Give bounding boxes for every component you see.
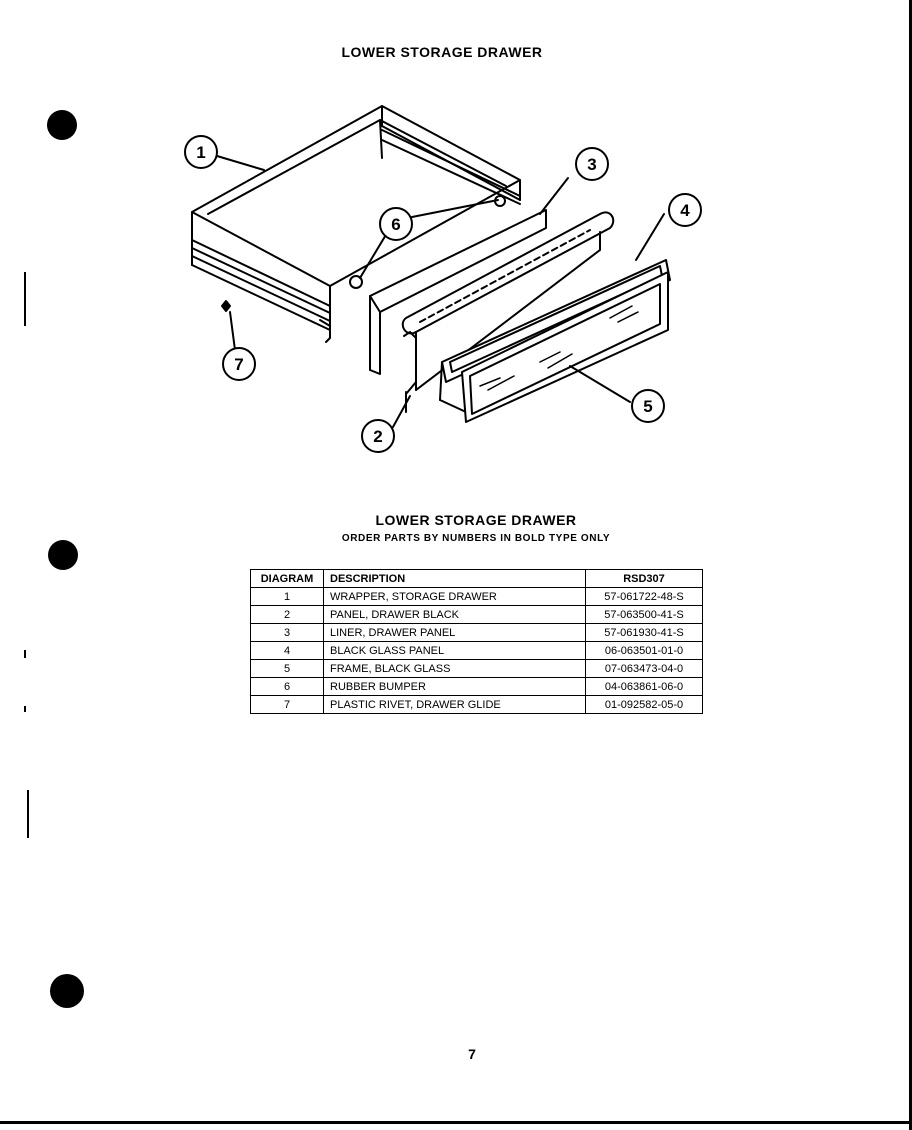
- callout-label: 7: [234, 355, 244, 374]
- table-row: [251, 606, 703, 624]
- cell-description: FRAME, BLACK GLASS: [324, 660, 586, 678]
- cell-description: BLACK GLASS PANEL: [324, 642, 586, 660]
- cell-part-number: 04-063861-06-0: [586, 678, 703, 696]
- callout-label: 1: [196, 143, 206, 162]
- drawer-panel-drawing: [404, 332, 416, 412]
- cell-part-number: 57-063500-41-S: [586, 606, 703, 624]
- exploded-diagram: [170, 100, 710, 470]
- callout-label: 4: [680, 201, 690, 220]
- scan-mark: [24, 650, 26, 658]
- scan-mark: [27, 790, 29, 838]
- binder-hole-middle: [48, 540, 78, 570]
- table-row: [251, 588, 703, 606]
- callout-label: 2: [373, 427, 383, 446]
- cell-diagram: 1: [251, 588, 324, 606]
- table-row: [251, 624, 703, 642]
- binder-hole-bottom: [50, 974, 84, 1008]
- callout-label: 5: [643, 397, 653, 416]
- cell-diagram: 3: [251, 624, 324, 642]
- drawer-wrapper-drawing: [192, 106, 520, 342]
- cell-part-number: 01-092582-05-0: [586, 696, 703, 714]
- cell-diagram: 2: [251, 606, 324, 624]
- cell-description: LINER, DRAWER PANEL: [324, 624, 586, 642]
- cell-part-number: 07-063473-04-0: [586, 660, 703, 678]
- page-number: 7: [468, 1046, 476, 1062]
- cell-description: PANEL, DRAWER BLACK: [324, 606, 586, 624]
- cell-description: PLASTIC RIVET, DRAWER GLIDE: [324, 696, 586, 714]
- rivet-drawing: [222, 301, 230, 311]
- parts-list-title: LOWER STORAGE DRAWER: [375, 512, 577, 528]
- table-header-row: [251, 570, 703, 588]
- cell-description: RUBBER BUMPER: [324, 678, 586, 696]
- header-model: RSD307: [586, 570, 703, 588]
- binder-hole-top: [47, 110, 77, 140]
- cell-diagram: 4: [251, 642, 324, 660]
- cell-description: WRAPPER, STORAGE DRAWER: [324, 588, 586, 606]
- header-diagram: DIAGRAM: [251, 570, 324, 588]
- scan-mark: [24, 706, 26, 712]
- cell-diagram: 6: [251, 678, 324, 696]
- cell-part-number: 57-061722-48-S: [586, 588, 703, 606]
- header-description: DESCRIPTION: [324, 570, 586, 588]
- callout-label: 3: [587, 155, 597, 174]
- table-row: [251, 660, 703, 678]
- callout-label: 6: [391, 215, 401, 234]
- parts-list-subtitle: ORDER PARTS BY NUMBERS IN BOLD TYPE ONLY: [341, 533, 611, 544]
- scan-edge-bottom: [0, 1121, 912, 1124]
- parts-table: [250, 569, 703, 714]
- cell-part-number: 06-063501-01-0: [586, 642, 703, 660]
- cell-part-number: 57-061930-41-S: [586, 624, 703, 642]
- table-row: [251, 678, 703, 696]
- cell-diagram: 7: [251, 696, 324, 714]
- cell-diagram: 5: [251, 660, 324, 678]
- table-row: [251, 696, 703, 714]
- page-title: LOWER STORAGE DRAWER: [341, 44, 543, 60]
- table-row: [251, 642, 703, 660]
- scan-mark: [24, 272, 26, 326]
